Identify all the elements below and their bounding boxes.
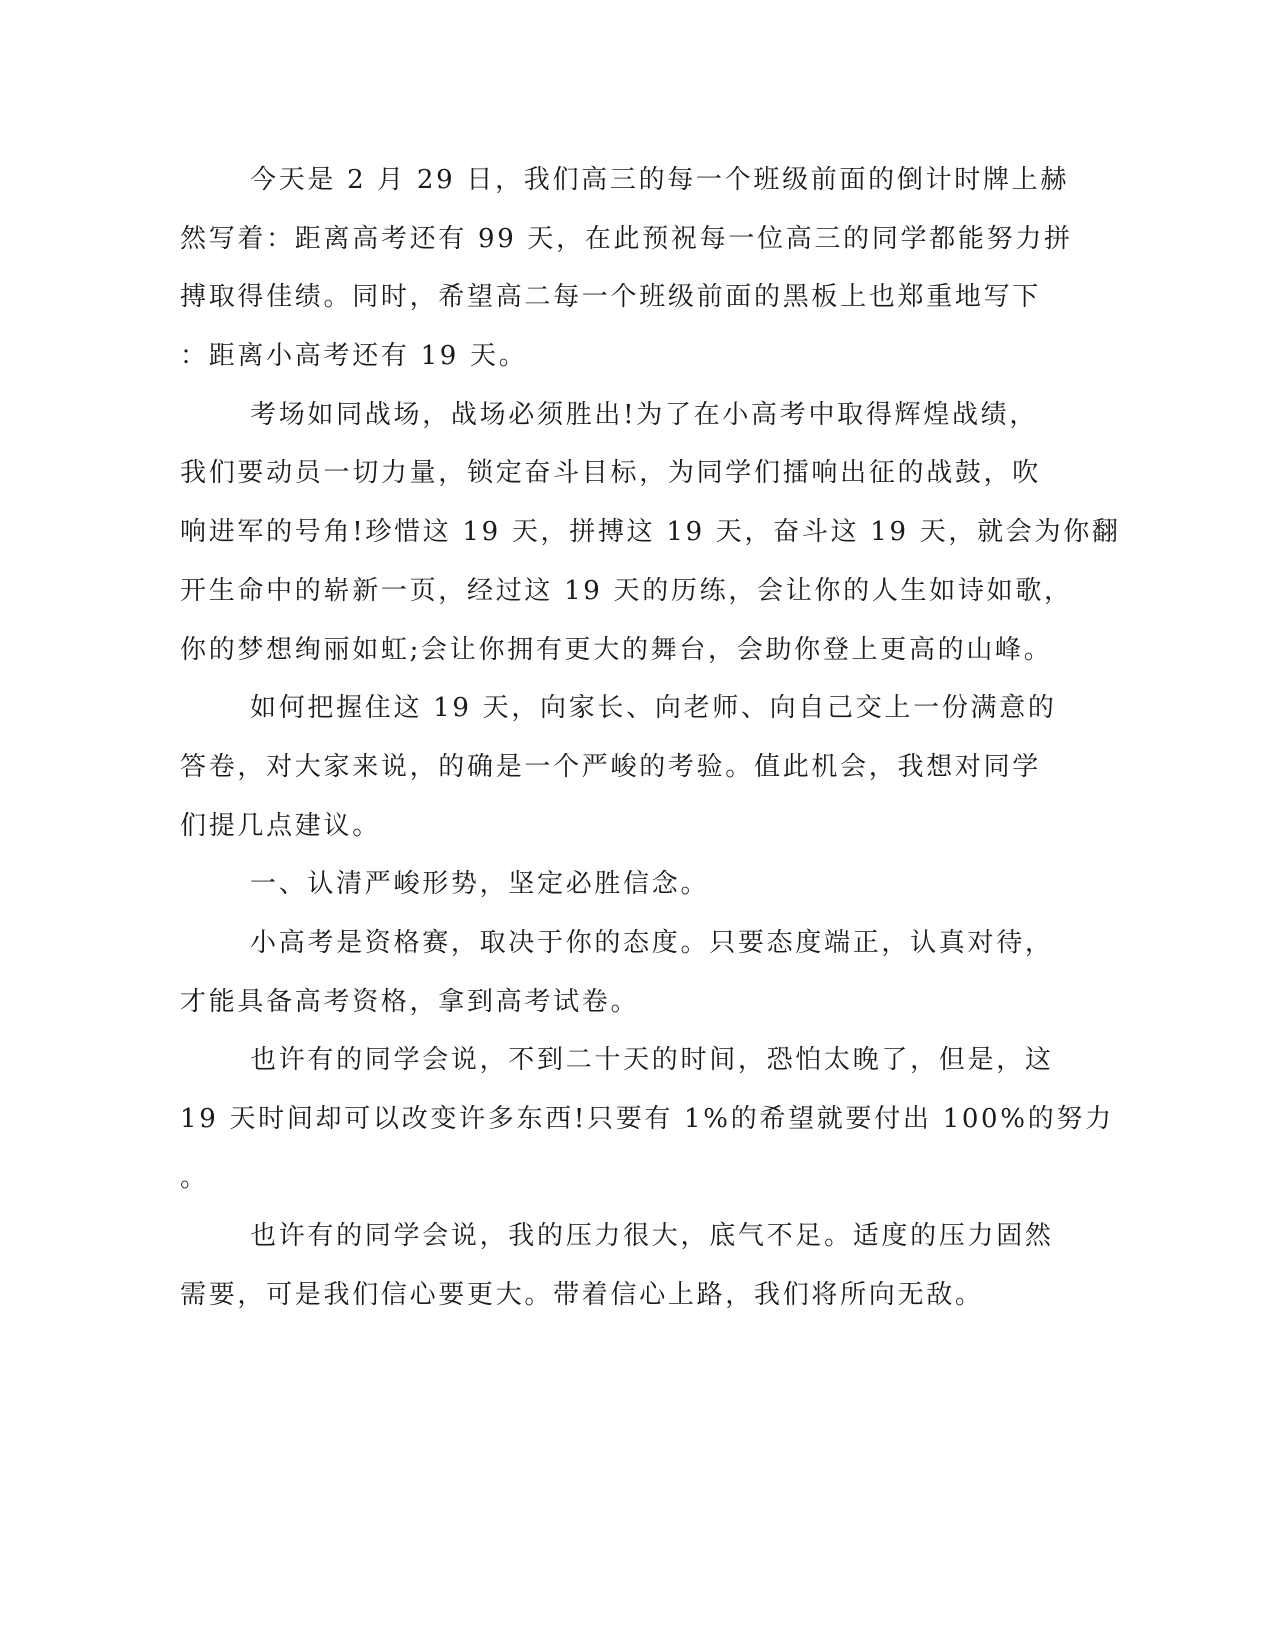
text-line: 响进军的号角!珍惜这 19 天，拼搏这 19 天，奋斗这 19 天，就会为你翻: [180, 517, 1121, 548]
text-line: 需要，可是我们信心要更大。带着信心上路，我们将所向无敌。: [180, 1280, 984, 1311]
text-line: 今天是 2 月 29 日，我们高三的每一个班级前面的倒计时牌上赫: [250, 165, 1070, 195]
text-line: 我们要动员一切力量，锁定奋斗目标，为同学们擂响出征的战鼓，吹: [180, 458, 1042, 489]
text-line: 开生命中的崭新一页，经过这 19 天的历练，会让你的人生如诗如歌，: [180, 575, 1073, 606]
text-line: 考场如同战场，战场必须胜出!为了在小高考中取得辉煌战绩，: [250, 399, 1039, 430]
text-line: ：距离小高考还有 19 天。: [180, 341, 528, 372]
text-line: 答卷，对大家来说，的确是一个严峻的考验。值此机会，我想对同学: [180, 751, 1042, 782]
text-line: 才能具备高考资格，拿到高考试卷。: [180, 986, 640, 1017]
text-line: 也许有的同学会说，不到二十天的时间，恐怕太晚了，但是，这: [250, 1045, 1054, 1076]
text-line: 们提几点建议。: [180, 810, 381, 841]
text-line: 19 天时间却可以改变许多东西!只要有 1%的希望就要付出 100%的努力: [180, 1104, 1114, 1134]
text-line: 搏取得佳绩。同时，希望高二每一个班级前面的黑板上也郑重地写下: [180, 282, 1042, 313]
text-line: 也许有的同学会说，我的压力很大，底气不足。适度的压力固然: [250, 1221, 1054, 1252]
text-line: 一、认清严峻形势，坚定必胜信念。: [250, 869, 710, 900]
text-line: 。: [180, 1162, 209, 1193]
text-line: 然写着：距离高考还有 99 天，在此预祝每一位高三的同学都能努力拼: [180, 223, 1073, 254]
body-text: [180, 158, 1121, 1332]
text-line: 你的梦想绚丽如虹;会让你拥有更大的舞台，会助你登上更高的山峰。: [180, 634, 1053, 665]
text-line: 如何把握住这 19 天，向家长、向老师、向自己交上一份满意的: [250, 693, 1057, 724]
text-line: 小高考是资格赛，取决于你的态度。只要态度端正，认真对待，: [250, 927, 1054, 958]
